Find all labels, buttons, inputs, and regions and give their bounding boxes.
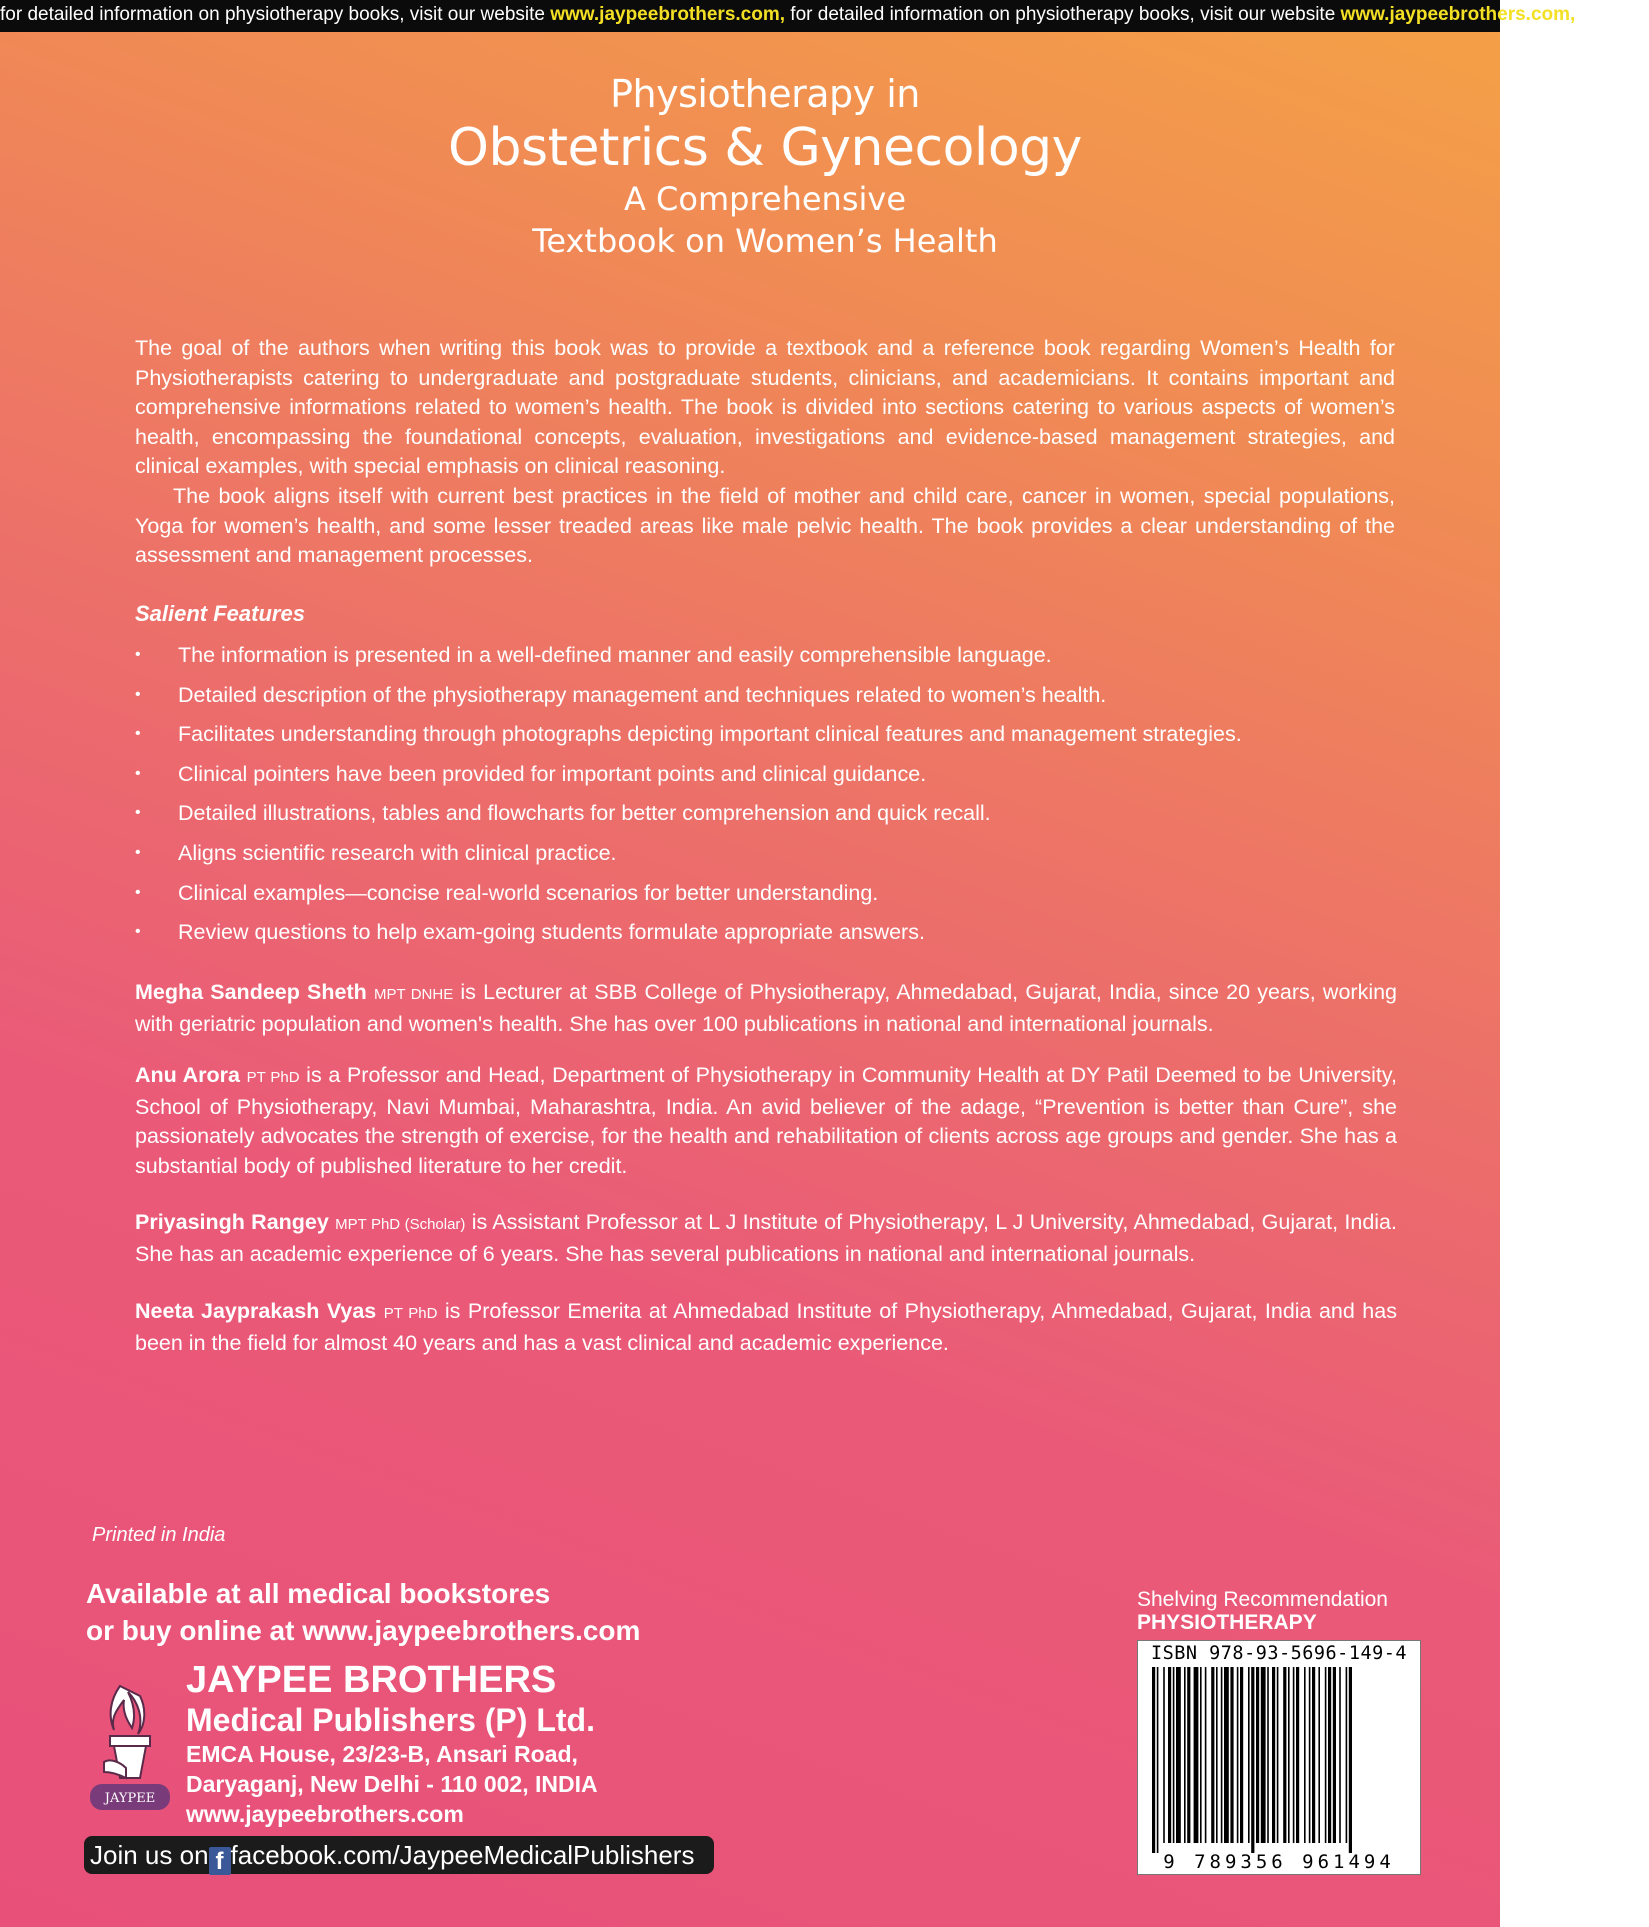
- author-credentials: MPT PhD (Scholar): [335, 1216, 466, 1233]
- bullet-icon: •: [135, 804, 141, 822]
- feature-item: [135, 759, 1415, 799]
- barcode-bar: [1309, 1667, 1311, 1843]
- banner-text-tail: for detai: [1575, 4, 1649, 25]
- torch-logo-icon: [80, 1678, 180, 1818]
- printed-in-label: Printed in India: [92, 1524, 226, 1546]
- barcode-bar: [1333, 1667, 1336, 1843]
- bullet-icon: •: [135, 843, 141, 861]
- barcode-bar: [1224, 1667, 1229, 1843]
- barcode-bar: [1312, 1667, 1315, 1843]
- bullet-icon: •: [135, 923, 141, 941]
- publisher-address-2: Daryaganj, New Delhi - 110 002, INDIA: [186, 1771, 598, 1797]
- feature-item: [135, 680, 1415, 720]
- barcode-bar: [1173, 1667, 1175, 1843]
- feature-text: Review questions to help exam-going students formulate appropriate answers.: [178, 920, 925, 945]
- logo-text: JAYPEE: [104, 1791, 156, 1806]
- barcode-bar: [1296, 1667, 1299, 1843]
- barcode-bar: [1230, 1667, 1233, 1843]
- author-bio: [135, 1297, 1397, 1358]
- subtitle-line-1: A Comprehensive: [623, 180, 907, 218]
- availability-line-1: Available at all medical bookstores: [86, 1578, 551, 1609]
- isbn-text: ISBN 978-93-5696-149-4: [1150, 1643, 1408, 1664]
- barcode-bar: [1346, 1667, 1348, 1843]
- bullet-icon: •: [135, 646, 141, 663]
- publisher-address-1: EMCA House, 23/23-B, Ansari Road,: [186, 1741, 578, 1767]
- barcode-bar: [1194, 1667, 1199, 1843]
- shelving-recommendation: [1137, 1588, 1388, 1634]
- book-description: [135, 334, 1395, 571]
- barcode-bar: [1184, 1667, 1186, 1843]
- description-paragraph-1: The goal of the authors when writing this book was to provide a textbook and a reference book regarding Women’s Health for Physiotherapists catering to undergraduate and postgraduate students, clinicians, and academicians. It contains important and comprehensive informations related to women’s health. The book is divided into sections catering to various aspects of women’s health, encompassing the foundational concepts, evaluation, investigations and evidence-based management strategies, and clinical examples, with special emphasis on clinical reasoning.: [135, 336, 1395, 479]
- author-credentials: MPT DNHE: [373, 986, 454, 1003]
- barcode-bar: [1240, 1667, 1243, 1843]
- author-bio-text: is a Professor and Head, Department of Physiotherapy in Community Health at DY Patil Deemed to be University, School of Physiotherapy, Navi Mumbai, Maharashtra, India. An avid believer of the adage, “Prevention is better than Cure”, she passionately advocates the strength of exercise, for the health and rehabilitation of clients across age groups and gender. She has a substantial body of published literature to her credit.: [135, 1063, 1397, 1178]
- author-bio: [135, 1061, 1397, 1181]
- barcode-bar: [1216, 1667, 1218, 1843]
- feature-text: Aligns scientific research with clinical practice.: [178, 840, 617, 865]
- feature-text: Detailed description of the physiotherapy management and techniques related to women’s health.: [178, 682, 1107, 707]
- barcode-bar: [1283, 1667, 1286, 1843]
- website-banner-strip: [0, 0, 1649, 32]
- facebook-prefix: Join us on: [90, 1840, 209, 1870]
- barcode-bar: [1200, 1667, 1202, 1843]
- banner-text: for detailed information on physiotherapy books, visit our website: [0, 4, 551, 25]
- barcode-bar: [1211, 1667, 1214, 1843]
- barcode-bar: [1272, 1667, 1275, 1843]
- jaypee-logo: [80, 1678, 180, 1818]
- barcode-bar: [1248, 1667, 1250, 1843]
- subtitle-line-2: Textbook on Women’s Health: [532, 222, 998, 260]
- barcode-bar: [1256, 1667, 1259, 1843]
- feature-item: [135, 878, 1415, 918]
- title-line-2: Obstetrics & Gynecology: [448, 118, 1082, 178]
- feature-text: Detailed illustrations, tables and flowcharts for better comprehension and quick recall.: [178, 801, 991, 826]
- feature-item: [135, 640, 1415, 680]
- bullet-icon: •: [135, 764, 141, 782]
- barcode-bar: [1168, 1667, 1171, 1843]
- author-name: Neeta Jayprakash Vyas: [135, 1299, 377, 1323]
- author-bio: [135, 978, 1397, 1039]
- bullet-icon: •: [135, 725, 141, 743]
- barcode-bar: [1205, 1667, 1207, 1843]
- barcode-bar: [1163, 1667, 1165, 1843]
- barcode-bars: [1144, 1667, 1414, 1853]
- availability-notice: [86, 1575, 640, 1649]
- salient-features-heading: Salient Features: [135, 601, 305, 626]
- feature-item: [135, 917, 1415, 957]
- barcode-bar: [1328, 1667, 1331, 1843]
- feature-item: [135, 838, 1415, 878]
- barcode-bar: [1187, 1667, 1190, 1843]
- publisher-subname: Medical Publishers (P) Ltd.: [186, 1702, 595, 1738]
- author-name: Megha Sandeep Sheth: [135, 980, 367, 1004]
- title-line-1: Physiotherapy in: [610, 72, 920, 116]
- availability-line-2: or buy online at www.jaypeebrothers.com: [86, 1615, 641, 1646]
- book-title-block: [0, 70, 1530, 262]
- barcode-bar: [1325, 1667, 1327, 1843]
- feature-item: [135, 719, 1415, 759]
- ean-digits: 9 789356 961494: [1163, 1851, 1395, 1873]
- author-bio-text: is Lecturer at SBB College of Physiotherapy, Ahmedabad, Gujarat, India, since 20 years, working with geriatric population and women's health. She has over 100 publications in national and international journals.: [135, 980, 1398, 1036]
- facebook-banner[interactable]: [84, 1836, 714, 1874]
- banner-url-repeat[interactable]: www.jaypeebrothers.com,: [1340, 4, 1576, 25]
- barcode-bar: [1176, 1667, 1181, 1843]
- author-bio: [135, 1208, 1397, 1269]
- author-name: Priyasingh Rangey: [135, 1210, 329, 1234]
- author-name: Anu Arora: [135, 1063, 240, 1087]
- barcode-bar: [1293, 1667, 1295, 1843]
- barcode-bar: [1288, 1667, 1290, 1843]
- author-bio-text: is Professor Emerita at Ahmedabad Institute of Physiotherapy, Ahmedabad, Gujarat, India and has been in the field for almost 40 years and has a vast clinical and academic experience.: [135, 1299, 1397, 1355]
- shelving-category: PHYSIOTHERAPY: [1137, 1611, 1317, 1634]
- feature-text: Clinical pointers have been provided for important points and clinical guidance.: [178, 761, 927, 786]
- author-bio-text: is Assistant Professor at L J Institute of Physiotherapy, L J University, Ahmedabad, Gujarat, India. She has an academic experience of 6 years. She has several publications in national and international journals.: [135, 1210, 1397, 1266]
- description-paragraph-2: The book aligns itself with current best practices in the field of mother and child care, cancer in women, special populations, Yoga for women’s health, and some lesser treaded areas like male pelvic health. The book provides a clear understanding of the assessment and management processes.: [135, 483, 1395, 568]
- barcode-bar: [1152, 1667, 1155, 1853]
- bullet-icon: •: [135, 685, 141, 703]
- feature-text: Clinical examples—concise real-world scenarios for better understanding.: [178, 880, 879, 905]
- publisher-name: JAYPEE BROTHERS: [186, 1659, 557, 1701]
- feature-text: Facilitates understanding through photographs depicting important clinical features and management strategies.: [178, 722, 1242, 747]
- barcode-bar: [1267, 1667, 1269, 1843]
- barcode-bar: [1157, 1667, 1159, 1853]
- facebook-icon: f: [209, 1847, 231, 1875]
- author-credentials: PT PhD: [246, 1069, 300, 1086]
- banner-text-repeat: for detailed information on physiotherapy books, visit our website: [785, 4, 1341, 25]
- isbn-barcode: [1137, 1640, 1421, 1875]
- barcode-bar: [1318, 1667, 1320, 1843]
- barcode-bar: [1261, 1667, 1266, 1843]
- barcode-bar: [1251, 1667, 1254, 1853]
- barcode-bar: [1221, 1667, 1223, 1843]
- publisher-website[interactable]: www.jaypeebrothers.com: [186, 1801, 464, 1827]
- feature-text: The information is presented in a well-defined manner and easily comprehensible language.: [178, 643, 1052, 667]
- barcode-bar: [1339, 1667, 1341, 1843]
- facebook-handle: facebook.com/JaypeeMedicalPublishers: [230, 1840, 695, 1870]
- publisher-block: [186, 1659, 598, 1829]
- barcode-bar: [1277, 1667, 1279, 1843]
- banner-url[interactable]: www.jaypeebrothers.com,: [550, 4, 786, 25]
- barcode-bar: [1237, 1667, 1239, 1843]
- author-credentials: PT PhD: [383, 1305, 438, 1322]
- barcode-bar: [1304, 1667, 1306, 1843]
- bullet-icon: •: [135, 883, 141, 901]
- shelving-label: Shelving Recommendation: [1137, 1588, 1388, 1611]
- barcode-bar: [1349, 1667, 1352, 1853]
- feature-item: [135, 798, 1415, 838]
- salient-features-list: [135, 640, 1415, 957]
